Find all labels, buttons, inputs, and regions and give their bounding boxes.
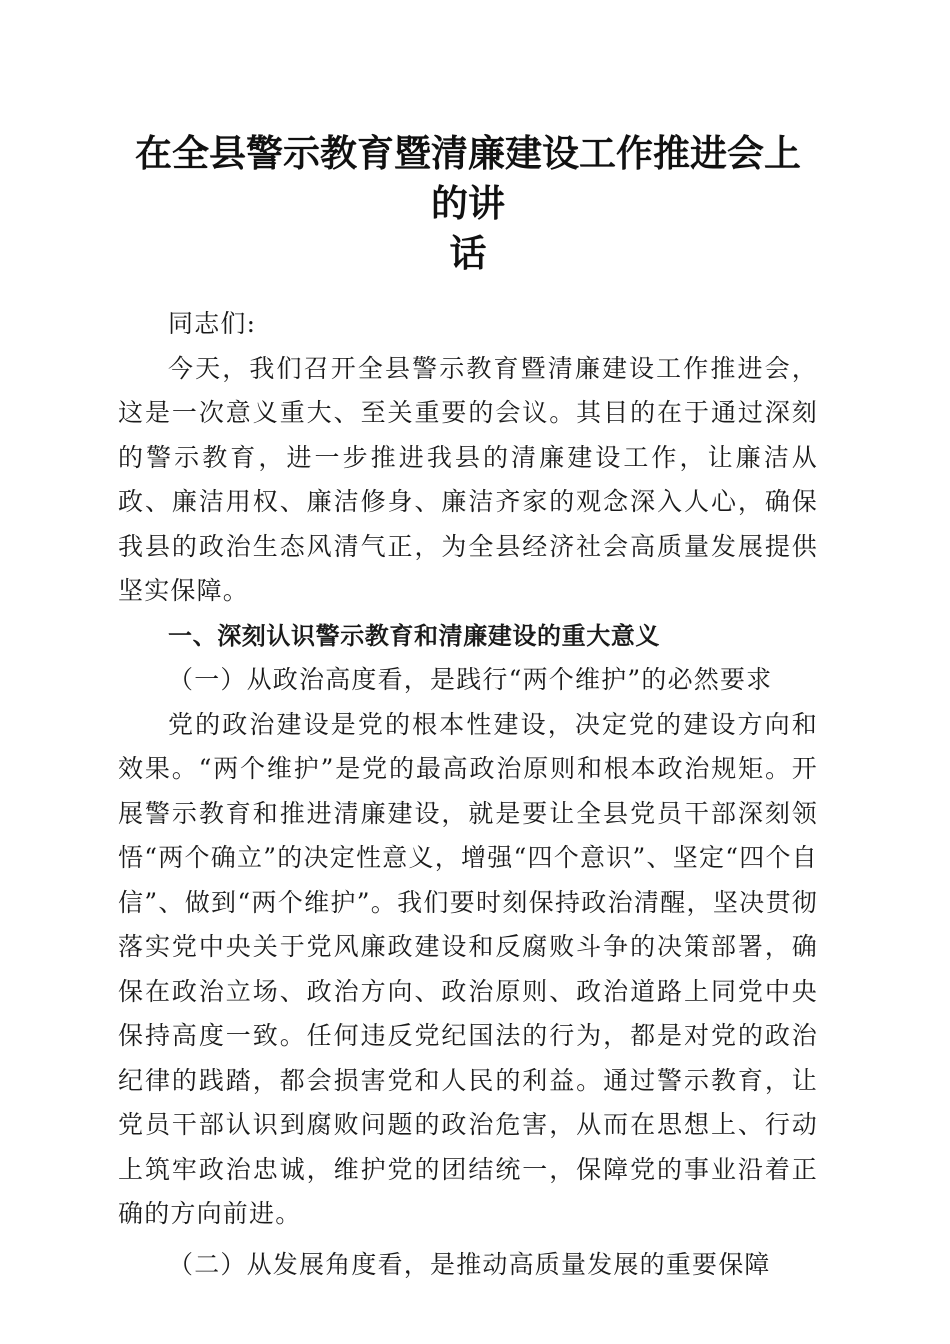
section-heading-1: 一、深刻认识警示教育和清廉建设的重大意义 (168, 621, 660, 650)
document-page (118, 128, 818, 1287)
intro-paragraph: 今天，我们召开全县警示教育暨清廉建设工作推进会，这是一次意义重大、至关重要的会议。其目的在于通过深刻的警示教育，进一步推进我县的清廉建设工作，让廉洁从政、廉洁用权、廉洁修身、廉洁齐家的观念深入人心，确保我县的政治生态风清气正，为全县经济社会高质量发展提供坚实保障。 (118, 353, 818, 605)
document-body (118, 302, 818, 1287)
subsection-heading-1: （一）从政治高度看，是践行“两个维护”的必然要求 (168, 665, 773, 694)
subsection-1-paragraph: 党的政治建设是党的根本性建设，决定党的建设方向和效果。“两个维护”是党的最高政治原则和根本政治规矩。开展警示教育和推进清廉建设，就是要让全县党员干部深刻领悟“两个确立”的决定性意义，增强“四个意识”、坚定“四个自信”、做到“两个维护”。我们要时刻保持政治清醒，坚决贯彻落实党中央关于党风廉政建设和反腐败斗争的决策部署，确保在政治立场、政治方向、政治原则、政治道路上同党中央保持高度一致。任何违反党纪国法的行为，都是对党的政治纪律的践踏，都会损害党和人民的利益。通过警示教育，让党员干部认识到腐败问题的政治危害，从而在思想上、行动上筑牢政治忠诚，维护党的团结统一，保障党的事业沿着正确的方向前进。 (118, 709, 818, 1228)
salutation: 同志们: (168, 309, 257, 338)
document-title (118, 128, 818, 278)
subsection-heading-2: （二）从发展角度看，是推动高质量发展的重要保障 (168, 1249, 771, 1279)
title-line-2: 话 (449, 231, 487, 275)
title-line-1: 在全县警示教育暨清廉建设工作推进会上的讲 (135, 131, 801, 225)
